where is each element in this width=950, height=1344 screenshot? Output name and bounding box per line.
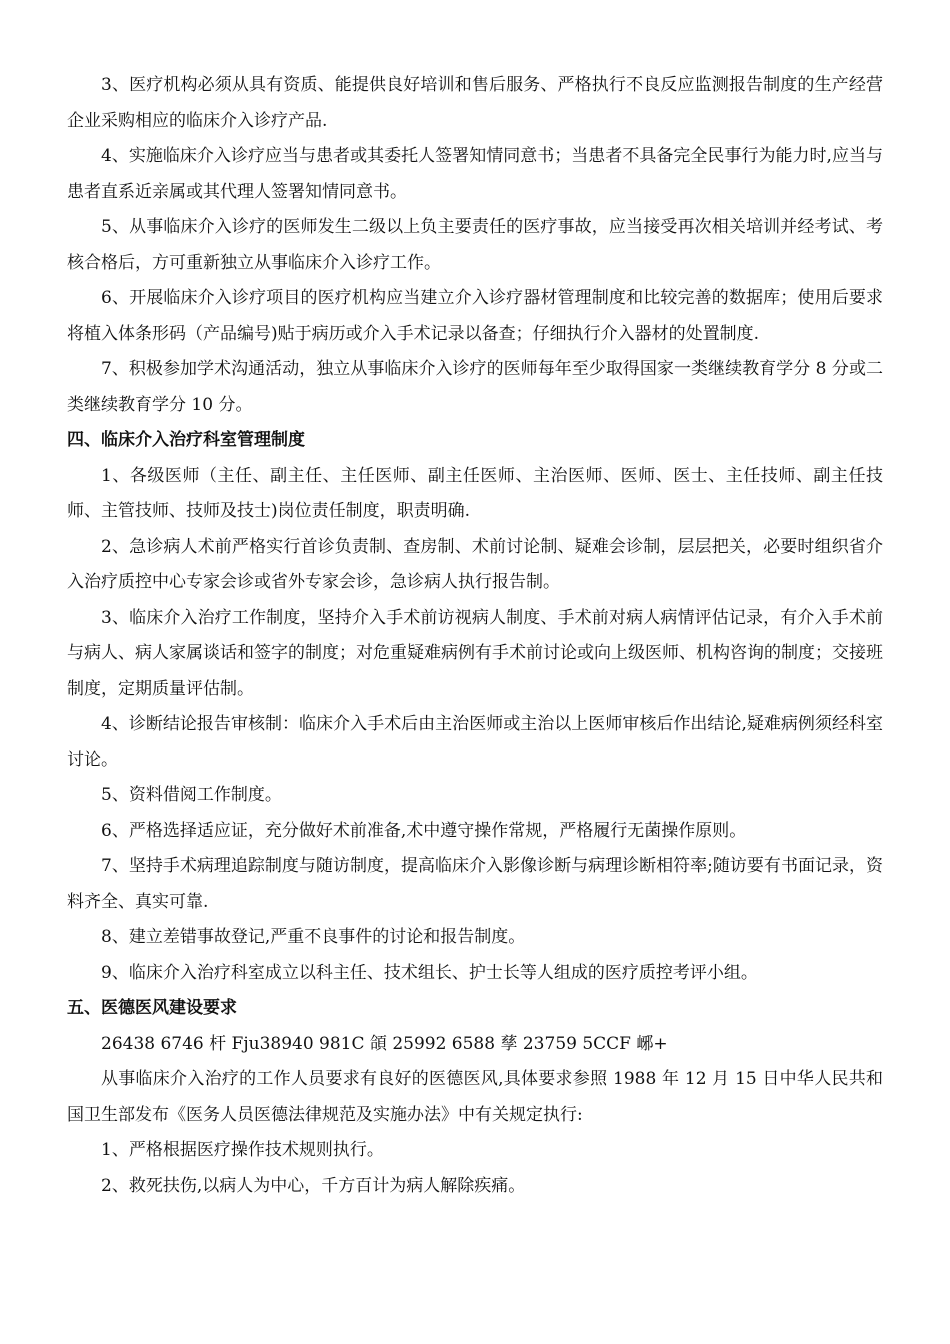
section-5-code-line: 26438 6746 杆 Fju38940 981C 頜 25992 6588 孳 23759 5CCF 峫+: [101, 1033, 668, 1054]
section-4-item-3: 3、临床介入治疗工作制度，坚持介入手术前访视病人制度、手术前对病人病情评估记录，有介入手术前与病人、病人家属谈话和签字的制度；对危重疑难病例有手术前讨论或向上级医师、机构咨询的制度；交接班制度，定期质量评估制。: [67, 607, 883, 699]
section-4-item-1: 1、各级医师（主任、副主任、主任医师、副主任医师、主治医师、医师、医士、主任技师、副主任技师、主管技师、技师及技士)岗位责任制度，职责明确.: [67, 465, 883, 521]
paragraph-item-7: 7、积极参加学术沟通活动，独立从事临床介入诊疗的医师每年至少取得国家一类继续教育学分 8 分或二类继续教育学分 10 分。: [67, 359, 883, 415]
section-5-item-2: 2、救死扶伤,以病人为中心，千方百计为病人解除疾痛。: [101, 1175, 526, 1196]
section-5-item-1: 1、严格根据医疗操作技术规则执行。: [101, 1140, 384, 1160]
section-4-item-7: 7、坚持手术病理追踪制度与随访制度，提高临床介入影像诊断与病理诊断相符率;随访要有书面记录，资料齐全、真实可靠.: [67, 856, 883, 912]
section-4-item-4: 4、诊断结论报告审核制：临床介入手术后由主治医师或主治以上医师审核后作出结论,疑难病例须经科室讨论。: [67, 714, 883, 770]
section-4-item-6: 6、严格选择适应证，充分做好术前准备,术中遵守操作常规，严格履行无菌操作原则。: [101, 820, 747, 841]
section-4-item-9: 9、临床介入治疗科室成立以科主任、技术组长、护士长等人组成的医疗质控考评小组。: [101, 962, 758, 983]
paragraph-item-6: 6、开展临床介入诊疗项目的医疗机构应当建立介入诊疗器材管理制度和比较完善的数据库；使用后要求将植入体条形码（产品编号)贴于病历或介入手术记录以备查；仔细执行介入器材的处置制度.: [67, 288, 883, 344]
section-4-heading: 四、临床介入治疗科室管理制度: [67, 430, 305, 450]
section-4-item-5: 5、资料借阅工作制度。: [101, 785, 282, 805]
section-5-intro: 从事临床介入治疗的工作人员要求有良好的医德医风,具体要求参照 1988 年 12 月 15 日中华人民共和国卫生部发布《医务人员医德法律规范及实施办法》中有关规定执行:: [67, 1069, 883, 1125]
section-4-item-2: 2、急诊病人术前严格实行首诊负责制、查房制、术前讨论制、疑难会诊制，层层把关，必要时组织省介入治疗质控中心专家会诊或省外专家会诊，急诊病人执行报告制。: [67, 536, 883, 592]
section-5-heading: 五、医德医风建设要求: [67, 998, 237, 1018]
paragraph-item-3: 3、医疗机构必须从具有资质、能提供良好培训和售后服务、严格执行不良反应监测报告制度的生产经营企业采购相应的临床介入诊疗产品.: [67, 75, 883, 131]
paragraph-item-5: 5、从事临床介入诊疗的医师发生二级以上负主要责任的医疗事故，应当接受再次相关培训并经考试、考核合格后，方可重新独立从事临床介入诊疗工作。: [67, 217, 883, 273]
paragraph-item-4: 4、实施临床介入诊疗应当与患者或其委托人签署知情同意书；当患者不具备完全民事行为能力时,应当与患者直系近亲属或其代理人签署知情同意书。: [67, 146, 883, 202]
section-4-item-8: 8、建立差错事故登记,严重不良事件的讨论和报告制度。: [101, 927, 526, 947]
document-page: [67, 68, 883, 1204]
